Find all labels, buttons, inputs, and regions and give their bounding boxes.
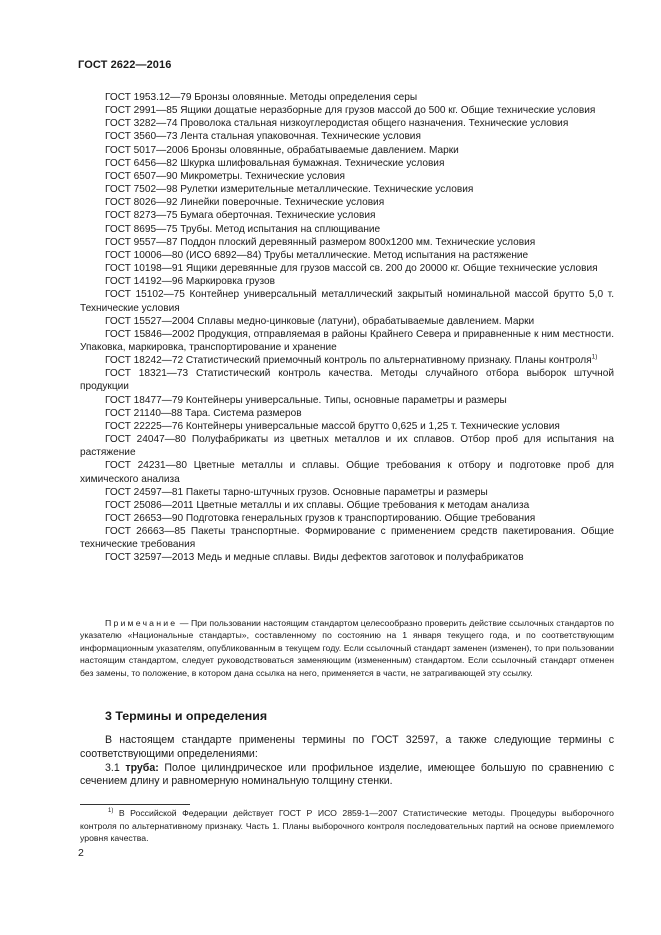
reference-item: ГОСТ 1953.12—79 Бронзы оловянные. Методы определения серы xyxy=(105,92,418,103)
reference-item: ГОСТ 26653—90 Подготовка генеральных грузов к транспортированию. Общие требования xyxy=(105,513,536,524)
reference-item: ГОСТ 8026—92 Линейки поверочные. Технические условия xyxy=(105,197,385,209)
reference-text: ГОСТ 18242—72 Статистический приемочный контроль по альтернативному признаку. Планы контроля xyxy=(105,355,592,367)
reference-item: ГОСТ 8695—75 Трубы. Метод испытания на сплющивание xyxy=(105,223,381,235)
reference-item: ГОСТ 14192—96 Маркировка грузов xyxy=(105,276,276,288)
note-label: Примечание xyxy=(105,618,178,628)
reference-item: ГОСТ 18477—79 Контейнеры универсальные. Типы, основные параметры и размеры xyxy=(105,394,507,406)
reference-item: ГОСТ 6456—82 Шкурка шлифовальная бумажная. Технические условия xyxy=(105,157,445,169)
term-name: труба: xyxy=(125,761,159,774)
footnote-number: 1) xyxy=(108,808,114,815)
reference-item: ГОСТ 15527—2004 Сплавы медно-цинковые (латуни), обрабатываемые давлением. Марки xyxy=(105,315,535,327)
reference-item: ГОСТ 24047—80 Полуфабрикаты из цветных металлов и их сплавов. Отбор проб для испытания на растяжение xyxy=(80,434,614,459)
reference-item: ГОСТ 8273—75 Бумага оберточная. Технические условия xyxy=(105,210,376,222)
reference-item: ГОСТ 10198—91 Ящики деревянные для грузов массой св. 200 до 20000 кг. Общие технические условия xyxy=(105,263,598,275)
section-title: 3 Термины и определения xyxy=(105,709,268,723)
reference-item: ГОСТ 32597—2013 Медь и медные сплавы. Виды дефектов заготовок и полуфабрикатов xyxy=(105,552,524,564)
reference-item: ГОСТ 9557—87 Поддон плоский деревянный размером 800х1200 мм. Технические условия xyxy=(105,236,536,248)
normative-references-list xyxy=(80,91,614,565)
note-block xyxy=(80,617,614,679)
document-header: ГОСТ 2622—2016 xyxy=(78,59,172,71)
reference-item: ГОСТ 24231—80 Цветные металлы и сплавы. Общие требования к отбору и подготовке проб для химического анализа xyxy=(80,460,614,485)
footnote-paragraph xyxy=(80,807,614,845)
reference-item: ГОСТ 15846—2002 Продукция, отправляемая в районы Крайнего Севера и приравненные к ним местности. Упаковка, маркировка, транспортирование и хранение xyxy=(80,328,614,353)
reference-item: ГОСТ 21140—88 Тара. Система размеров xyxy=(105,407,302,419)
section-body xyxy=(80,734,614,789)
note-text: — При пользовании настоящим стандартом целесообразно проверить действие ссылочных стандартов по указателю «Национальные стандарты», составленному по состоянию на 1 января текущего года, и по соответствующим информационным указателям, опубликованным в текущем году. Если ссылочный стандарт заменен (изменен), то при пользовании настоящим стандартом, следует руководствоваться заменяющим (измененным) стандартом. Если ссылочный стандарт отменен без замены, то положение, в котором дана ссылка на него, применяется в части, не затрагивающей эту ссылку. xyxy=(80,618,614,678)
reference-item: ГОСТ 3560—73 Лента стальная упаковочная. Технические условия xyxy=(105,131,421,143)
page-number: 2 xyxy=(78,847,84,859)
reference-item: ГОСТ 6507—90 Микрометры. Технические условия xyxy=(105,170,345,182)
note-paragraph xyxy=(80,617,614,679)
reference-item: ГОСТ 7502—98 Рулетки измерительные металлические. Технические условия xyxy=(105,184,474,196)
reference-item: ГОСТ 18321—73 Статистический контроль качества. Методы случайного отбора выборок штучной продукции xyxy=(80,368,614,393)
section-intro: В настоящем стандарте применены термины по ГОСТ 32597, а также следующие термины с соответствующими определениями: xyxy=(80,734,614,760)
term-definition-text: Полое цилиндрическое или профильное изделие, имеющее большую по сравнению с сечением длину и равномерную номинальную толщину стенки. xyxy=(80,761,614,788)
footnote-divider xyxy=(80,804,190,805)
reference-item: ГОСТ 22225—76 Контейнеры универсальные массой брутто 0,625 и 1,25 т. Технические условия xyxy=(105,420,560,432)
footnote xyxy=(80,807,614,845)
reference-item: ГОСТ 15102—75 Контейнер универсальный металлический закрытый номинальной массой брутто 5,0 т. Технические условия xyxy=(80,289,614,314)
reference-item: ГОСТ 3282—74 Проволока стальная низкоуглеродистая общего назначения. Технические условия xyxy=(105,118,569,130)
footnote-text: В Российской Федерации действует ГОСТ Р ИСО 2859-1—2007 Статистические методы. Процедуры выборочного контроля по альтернативному признаку. Часть 1. Планы выборочного контроля последовательных партий на основе приемлемого уровня качества. xyxy=(80,808,614,844)
reference-item: ГОСТ 26663—85 Пакеты транспортные. Формирование с применением средств пакетирования. Общие технические требования xyxy=(80,526,614,551)
reference-item: ГОСТ 2991—85 Ящики дощатые неразборные для грузов массой до 500 кг. Общие технические условия xyxy=(105,105,596,117)
reference-item: ГОСТ 10006—80 (ИСО 6892—84) Трубы металлические. Метод испытания на растяжение xyxy=(105,249,529,261)
reference-item xyxy=(80,354,614,367)
reference-item: ГОСТ 5017—2006 Бронзы оловянные, обрабатываемые давлением. Марки xyxy=(105,144,459,156)
term-definition xyxy=(80,762,614,790)
reference-item: ГОСТ 24597—81 Пакеты тарно-штучных грузов. Основные параметры и размеры xyxy=(105,486,488,498)
footnote-marker: 1) xyxy=(591,353,598,361)
term-number: 3.1 xyxy=(105,761,120,774)
reference-item: ГОСТ 25086—2011 Цветные металлы и их сплавы. Общие требования к методам анализа xyxy=(105,499,530,511)
